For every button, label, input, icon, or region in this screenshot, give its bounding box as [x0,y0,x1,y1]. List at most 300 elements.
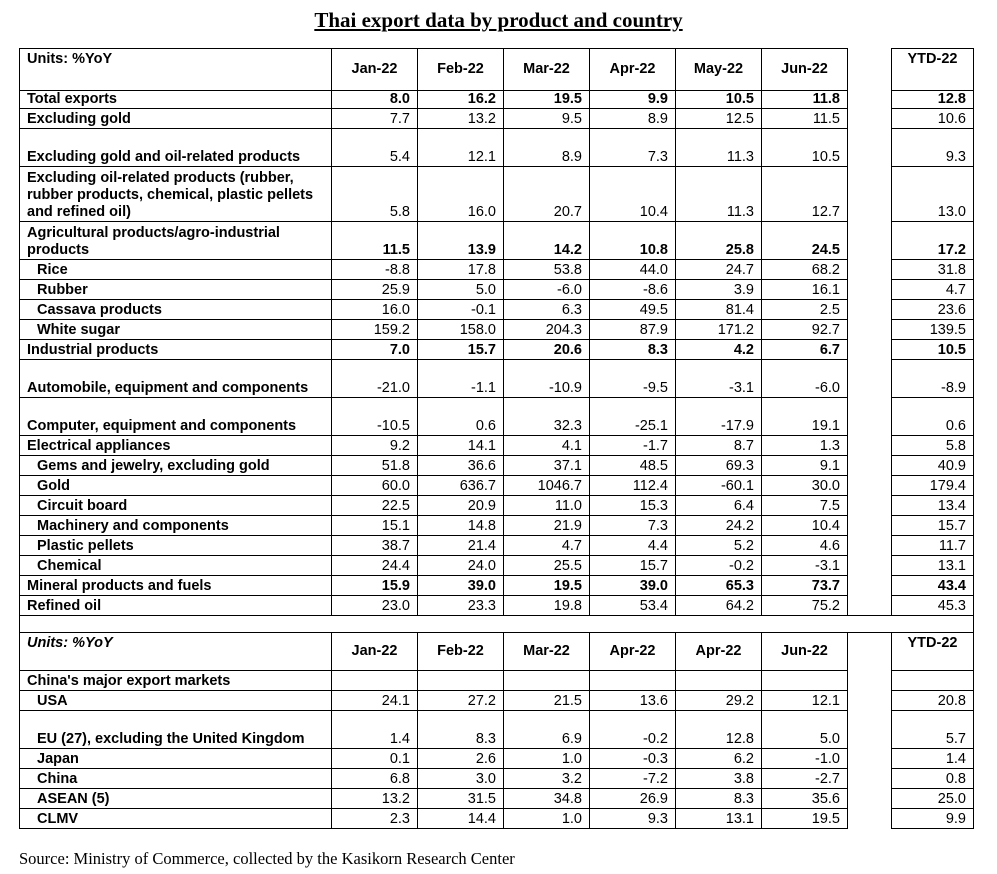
value-cell: 8.7 [676,436,762,456]
table-header-row [20,633,974,671]
value-cell: 15.9 [332,576,418,596]
value-cell: 39.0 [590,576,676,596]
gap-cell [848,167,892,222]
value-cell: -2.7 [762,769,848,789]
value-cell: -8.6 [590,280,676,300]
gap-cell [848,49,892,91]
value-cell: 4.2 [676,340,762,360]
value-cell: 35.6 [762,789,848,809]
value-cell: 8.3 [676,789,762,809]
value-cell: 65.3 [676,576,762,596]
row-label: EU (27), excluding the United Kingdom [20,711,332,749]
value-cell: 24.7 [676,260,762,280]
value-cell: 7.5 [762,496,848,516]
value-cell: -0.3 [590,749,676,769]
value-cell: 0.1 [332,749,418,769]
ytd-cell: 23.6 [892,300,974,320]
value-cell: -0.2 [676,556,762,576]
gap-cell [848,398,892,436]
value-cell: 3.9 [676,280,762,300]
value-cell: 36.6 [418,456,504,476]
value-cell: 24.2 [676,516,762,536]
row-label: Mineral products and fuels [20,576,332,596]
value-cell: 12.5 [676,109,762,129]
value-cell: 6.7 [762,340,848,360]
value-cell: 4.7 [504,536,590,556]
column-header-ytd: YTD-22 [892,49,974,91]
value-cell: 1.3 [762,436,848,456]
spacer-cell [20,616,974,633]
value-cell: 19.5 [504,576,590,596]
value-cell: 1.0 [504,809,590,829]
value-cell: -1.1 [418,360,504,398]
value-cell: 9.1 [762,456,848,476]
table-row [20,398,974,436]
value-cell: 9.5 [504,109,590,129]
value-cell: 15.7 [590,556,676,576]
column-header: Jan-22 [332,49,418,91]
value-cell: 37.1 [504,456,590,476]
value-cell: 10.4 [762,516,848,536]
value-cell: 7.3 [590,516,676,536]
column-header-ytd: YTD-22 [892,633,974,671]
export-table [19,48,974,829]
gap-cell [848,280,892,300]
value-cell: 158.0 [418,320,504,340]
value-cell: 25.9 [332,280,418,300]
value-cell: 12.8 [676,711,762,749]
table-row [20,556,974,576]
value-cell: -21.0 [332,360,418,398]
value-cell: 25.8 [676,222,762,260]
table-row [20,536,974,556]
value-cell: 13.2 [332,789,418,809]
value-cell: 6.4 [676,496,762,516]
value-cell: 60.0 [332,476,418,496]
value-cell: 5.0 [762,711,848,749]
market-table-body [20,633,974,829]
value-cell: 11.0 [504,496,590,516]
column-header: Jun-22 [762,49,848,91]
gap-cell [848,789,892,809]
value-cell: 69.3 [676,456,762,476]
gap-cell [848,536,892,556]
gap-cell [848,496,892,516]
column-header: Mar-22 [504,633,590,671]
section-label: China's major export markets [20,671,332,691]
row-label: Computer, equipment and components [20,398,332,436]
value-cell: 73.7 [762,576,848,596]
value-cell: 8.9 [590,109,676,129]
table-row [20,300,974,320]
value-cell: 112.4 [590,476,676,496]
row-label: Rubber [20,280,332,300]
value-cell: -0.1 [418,300,504,320]
value-cell: 64.2 [676,596,762,616]
table-row [20,496,974,516]
value-cell: -9.5 [590,360,676,398]
value-cell: 16.0 [418,167,504,222]
value-cell: -6.0 [762,360,848,398]
column-header: Apr-22 [676,633,762,671]
value-cell: 20.6 [504,340,590,360]
value-cell: 6.9 [504,711,590,749]
gap-cell [848,360,892,398]
value-cell: 11.5 [332,222,418,260]
value-cell: 81.4 [676,300,762,320]
gap-cell [848,769,892,789]
value-cell: 8.0 [332,91,418,109]
column-header: Feb-22 [418,49,504,91]
gap-cell [848,691,892,711]
value-cell: 32.3 [504,398,590,436]
value-cell: 13.2 [418,109,504,129]
row-label: Chemical [20,556,332,576]
value-cell: 2.6 [418,749,504,769]
row-label: Rice [20,260,332,280]
table-row [20,456,974,476]
table-row [20,711,974,749]
value-cell: 5.8 [332,167,418,222]
row-label: White sugar [20,320,332,340]
ytd-cell: 13.0 [892,167,974,222]
value-cell: -25.1 [590,398,676,436]
value-cell: 3.8 [676,769,762,789]
value-cell: 636.7 [418,476,504,496]
table-row [20,340,974,360]
value-cell: 9.9 [590,91,676,109]
value-cell: 20.9 [418,496,504,516]
value-cell: -6.0 [504,280,590,300]
value-cell: 8.3 [418,711,504,749]
table-row [20,476,974,496]
value-cell: 24.4 [332,556,418,576]
value-cell: 8.9 [504,129,590,167]
table-row [20,769,974,789]
table-row [20,749,974,769]
value-cell: 6.8 [332,769,418,789]
value-cell: -10.5 [332,398,418,436]
value-cell: 20.7 [504,167,590,222]
row-label: Electrical appliances [20,436,332,456]
value-cell: 19.8 [504,596,590,616]
ytd-cell: 5.8 [892,436,974,456]
value-cell: 9.3 [590,809,676,829]
value-cell: 11.8 [762,91,848,109]
value-cell: 7.7 [332,109,418,129]
ytd-cell: 0.6 [892,398,974,436]
value-cell: 23.0 [332,596,418,616]
column-header: May-22 [676,49,762,91]
ytd-cell: 25.0 [892,789,974,809]
column-header: Feb-22 [418,633,504,671]
value-cell: 10.8 [590,222,676,260]
gap-cell [848,809,892,829]
value-cell: 31.5 [418,789,504,809]
value-cell: 44.0 [590,260,676,280]
value-cell: 10.5 [676,91,762,109]
empty-cell [504,671,590,691]
value-cell: -8.8 [332,260,418,280]
table-row [20,516,974,536]
row-label: Gems and jewelry, excluding gold [20,456,332,476]
value-cell: 10.4 [590,167,676,222]
page-title: Thai export data by product and country [314,8,683,32]
table-row [20,320,974,340]
ytd-cell: 4.7 [892,280,974,300]
gap-cell [848,222,892,260]
value-cell: 14.2 [504,222,590,260]
row-label: Japan [20,749,332,769]
ytd-cell: 45.3 [892,596,974,616]
empty-cell [892,671,974,691]
gap-cell [848,476,892,496]
value-cell: 22.5 [332,496,418,516]
value-cell: -1.0 [762,749,848,769]
gap-cell [848,456,892,476]
value-cell: -7.2 [590,769,676,789]
column-header: Apr-22 [590,633,676,671]
value-cell: 14.4 [418,809,504,829]
value-cell: -10.9 [504,360,590,398]
table-row [20,260,974,280]
value-cell: 13.1 [676,809,762,829]
value-cell: 51.8 [332,456,418,476]
value-cell: 24.5 [762,222,848,260]
ytd-cell: 20.8 [892,691,974,711]
value-cell: 25.5 [504,556,590,576]
row-label: Industrial products [20,340,332,360]
units-label: Units: %YoY [20,633,332,671]
value-cell: 7.3 [590,129,676,167]
gap-cell [848,711,892,749]
row-label: Machinery and components [20,516,332,536]
value-cell: 16.1 [762,280,848,300]
value-cell: 26.9 [590,789,676,809]
ytd-cell: 15.7 [892,516,974,536]
row-label: ASEAN (5) [20,789,332,809]
units-label: Units: %YoY [20,49,332,91]
value-cell: 12.7 [762,167,848,222]
value-cell: 5.0 [418,280,504,300]
value-cell: 16.0 [332,300,418,320]
value-cell: 19.5 [762,809,848,829]
table-row [20,436,974,456]
empty-cell [332,671,418,691]
value-cell: 1046.7 [504,476,590,496]
value-cell: 13.6 [590,691,676,711]
row-label: Excluding gold and oil-related products [20,129,332,167]
column-header: Jan-22 [332,633,418,671]
value-cell: 16.2 [418,91,504,109]
value-cell: 159.2 [332,320,418,340]
value-cell: 4.6 [762,536,848,556]
product-table-body [20,49,974,616]
value-cell: 12.1 [762,691,848,711]
value-cell: 24.0 [418,556,504,576]
value-cell: -3.1 [762,556,848,576]
ytd-cell: 13.1 [892,556,974,576]
gap-cell [848,749,892,769]
row-label: Excluding oil-related products (rubber, rubber products, chemical, plastic pellets and refined oil) [20,167,332,222]
ytd-cell: 179.4 [892,476,974,496]
value-cell: -1.7 [590,436,676,456]
table-row [20,109,974,129]
value-cell: 5.2 [676,536,762,556]
ytd-cell: 17.2 [892,222,974,260]
row-label: Plastic pellets [20,536,332,556]
gap-cell [848,671,892,691]
value-cell: 19.1 [762,398,848,436]
value-cell: 1.0 [504,749,590,769]
column-header: Mar-22 [504,49,590,91]
value-cell: 39.0 [418,576,504,596]
value-cell: 23.3 [418,596,504,616]
value-cell: -60.1 [676,476,762,496]
row-label: Automobile, equipment and components [20,360,332,398]
value-cell: 10.5 [762,129,848,167]
value-cell: -0.2 [590,711,676,749]
table-row [20,789,974,809]
value-cell: 204.3 [504,320,590,340]
value-cell: 2.3 [332,809,418,829]
value-cell: 29.2 [676,691,762,711]
value-cell: 1.4 [332,711,418,749]
gap-cell [848,91,892,109]
gap-cell [848,300,892,320]
value-cell: 15.3 [590,496,676,516]
value-cell: 24.1 [332,691,418,711]
table-row [20,91,974,109]
ytd-cell: 10.6 [892,109,974,129]
table-row [20,280,974,300]
value-cell: 8.3 [590,340,676,360]
value-cell: 30.0 [762,476,848,496]
gap-cell [848,576,892,596]
column-header: Apr-22 [590,49,676,91]
row-label: Gold [20,476,332,496]
table-row [20,576,974,596]
value-cell: -17.9 [676,398,762,436]
value-cell: 4.4 [590,536,676,556]
value-cell: 0.6 [418,398,504,436]
value-cell: 27.2 [418,691,504,711]
source-note: Source: Ministry of Commerce, collected by the Kasikorn Research Center [19,849,515,868]
value-cell: 7.0 [332,340,418,360]
empty-cell [590,671,676,691]
gap-cell [848,109,892,129]
row-label: USA [20,691,332,711]
table-row [20,167,974,222]
value-cell: 11.5 [762,109,848,129]
table-row [20,691,974,711]
value-cell: 171.2 [676,320,762,340]
ytd-cell: 43.4 [892,576,974,596]
value-cell: 49.5 [590,300,676,320]
gap-cell [848,556,892,576]
section-row [20,671,974,691]
value-cell: 19.5 [504,91,590,109]
value-cell: 75.2 [762,596,848,616]
value-cell: 11.3 [676,167,762,222]
table-row [20,222,974,260]
value-cell: 53.4 [590,596,676,616]
ytd-cell: 11.7 [892,536,974,556]
value-cell: 15.7 [418,340,504,360]
ytd-cell: 1.4 [892,749,974,769]
gap-cell [848,633,892,671]
value-cell: 14.8 [418,516,504,536]
value-cell: 21.4 [418,536,504,556]
value-cell: 3.0 [418,769,504,789]
ytd-cell: -8.9 [892,360,974,398]
ytd-cell: 9.9 [892,809,974,829]
table-row [20,129,974,167]
table-row [20,360,974,398]
ytd-cell: 9.3 [892,129,974,167]
ytd-cell: 0.8 [892,769,974,789]
ytd-cell: 139.5 [892,320,974,340]
ytd-cell: 40.9 [892,456,974,476]
value-cell: 68.2 [762,260,848,280]
empty-cell [676,671,762,691]
table-row [20,596,974,616]
ytd-cell: 10.5 [892,340,974,360]
table-row [20,809,974,829]
spacer [20,616,974,633]
value-cell: 11.3 [676,129,762,167]
value-cell: 17.8 [418,260,504,280]
value-cell: 48.5 [590,456,676,476]
row-label: China [20,769,332,789]
value-cell: 6.2 [676,749,762,769]
value-cell: 6.3 [504,300,590,320]
row-label: Circuit board [20,496,332,516]
ytd-cell: 13.4 [892,496,974,516]
value-cell: 2.5 [762,300,848,320]
value-cell: -3.1 [676,360,762,398]
gap-cell [848,129,892,167]
gap-cell [848,320,892,340]
value-cell: 3.2 [504,769,590,789]
value-cell: 92.7 [762,320,848,340]
value-cell: 87.9 [590,320,676,340]
value-cell: 9.2 [332,436,418,456]
ytd-cell: 12.8 [892,91,974,109]
ytd-cell: 5.7 [892,711,974,749]
gap-cell [848,516,892,536]
value-cell: 34.8 [504,789,590,809]
value-cell: 38.7 [332,536,418,556]
row-label: Agricultural products/agro-industrial products [20,222,332,260]
value-cell: 14.1 [418,436,504,456]
gap-cell [848,340,892,360]
column-header: Jun-22 [762,633,848,671]
value-cell: 13.9 [418,222,504,260]
gap-cell [848,260,892,280]
table-header-row [20,49,974,91]
empty-cell [418,671,504,691]
value-cell: 12.1 [418,129,504,167]
row-label: CLMV [20,809,332,829]
value-cell: 53.8 [504,260,590,280]
gap-cell [848,436,892,456]
value-cell: 21.5 [504,691,590,711]
value-cell: 4.1 [504,436,590,456]
empty-cell [762,671,848,691]
value-cell: 15.1 [332,516,418,536]
row-label: Excluding gold [20,109,332,129]
